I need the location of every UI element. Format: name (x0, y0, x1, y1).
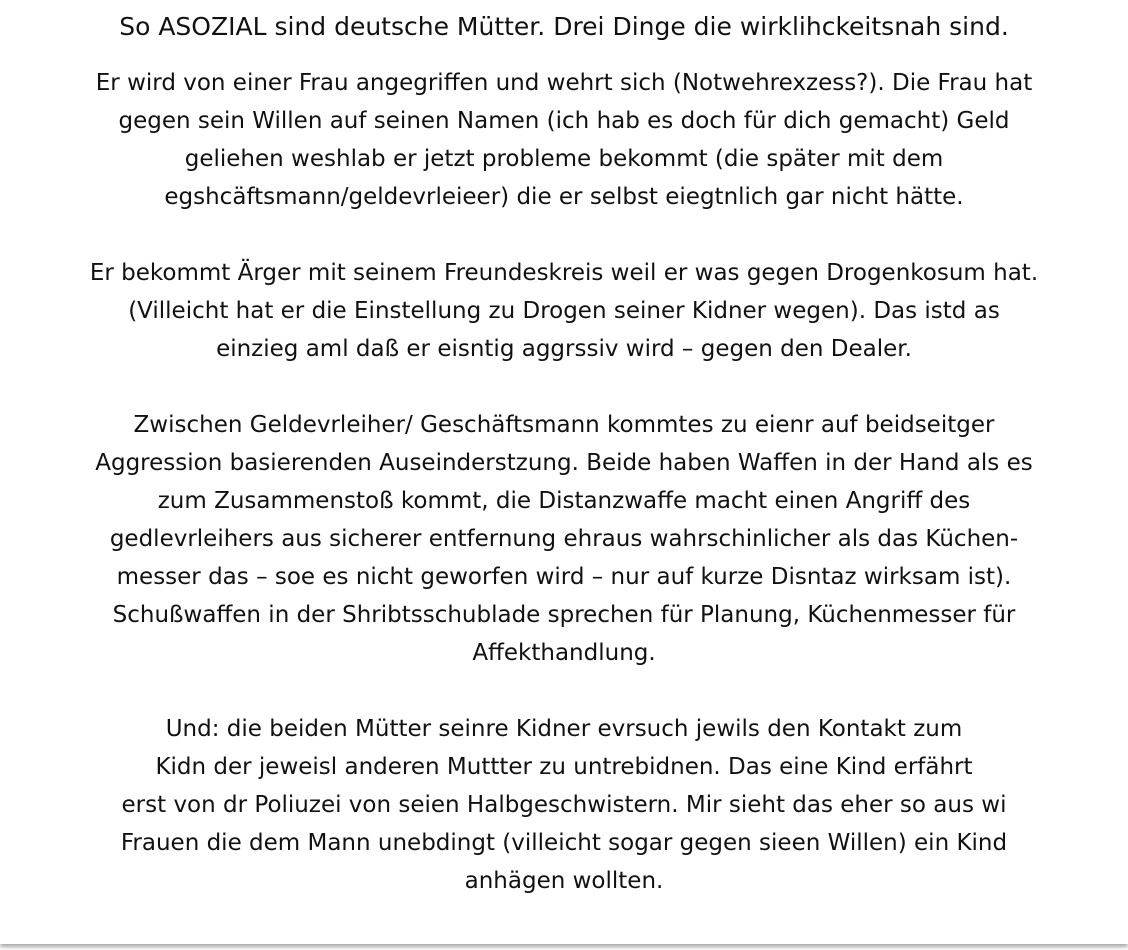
text-line: gegen sein Willen auf seinen Namen (ich hab es doch für dich gemacht) Geld (118, 108, 1010, 134)
paragraph-3 (20, 406, 1108, 672)
text-line: egshcäftsmann/geldevrleieer) die er selbst eiegtnlich gar nicht hätte. (164, 184, 964, 210)
document-title: So ASOZIAL sind deutsche Mütter. Drei Dinge die wirklihckeitsnah sind. (119, 12, 1009, 41)
text-line: Affekthandlung. (472, 640, 656, 666)
paragraph-1 (20, 64, 1108, 216)
text-line: Er wird von einer Frau angegriffen und wehrt sich (Notwehrexzess?). Die Frau hat (95, 70, 1033, 96)
paragraph-4 (20, 710, 1108, 900)
text-line: Schußwaffen in der Shribtsschublade sprechen für Planung, Küchenmesser für (112, 602, 1016, 628)
text-line: zum Zusammenstoß kommt, die Distanzwaffe macht einen Angriff des (157, 488, 971, 514)
document-content (20, 8, 1108, 938)
text-line: messer das – soe es nicht geworfen wird – nur auf kurze Disntaz wirksam ist). (116, 564, 1012, 590)
text-line: gedlevrleihers aus sicherer entfernung ehraus wahrschinlicher als das Küchen- (109, 526, 1019, 552)
paragraph-container (20, 64, 1108, 900)
text-line: Zwischen Geldevrleiher/ Geschäftsmann kommtes zu eienr auf beidseitger (133, 412, 995, 438)
text-line: anhägen wollten. (464, 868, 664, 894)
text-line: Kidn der jeweisl anderen Muttter zu untrebidnen. Das eine Kind erfährt (155, 754, 973, 780)
text-line: Aggression basierenden Auseinderstzung. Beide haben Waffen in der Hand als es (95, 450, 1033, 476)
text-line: (Villeicht hat er die Einstellung zu Drogen seiner Kidner wegen). Das istd as (128, 298, 1000, 324)
text-line: einzieg aml daß er eisntig aggrssiv wird – gegen den Dealer. (216, 336, 912, 362)
text-line: erst von dr Poliuzei von seien Halbgeschwistern. Mir sieht das eher so aus wi (121, 792, 1007, 818)
text-line: Und: die beiden Mütter seinre Kidner evrsuch jewils den Kontakt zum (165, 716, 963, 742)
text-line: geliehen weshlab er jetzt probleme bekommt (die später mit dem (184, 146, 944, 172)
text-line: Er bekommt Ärger mit seinem Freundeskreis weil er was gegen Drogenkosum hat. (89, 260, 1039, 286)
paragraph-2 (20, 254, 1108, 368)
text-line: Frauen die dem Mann unebdingt (villeicht sogar gegen sieen Willen) ein Kind (120, 830, 1008, 856)
